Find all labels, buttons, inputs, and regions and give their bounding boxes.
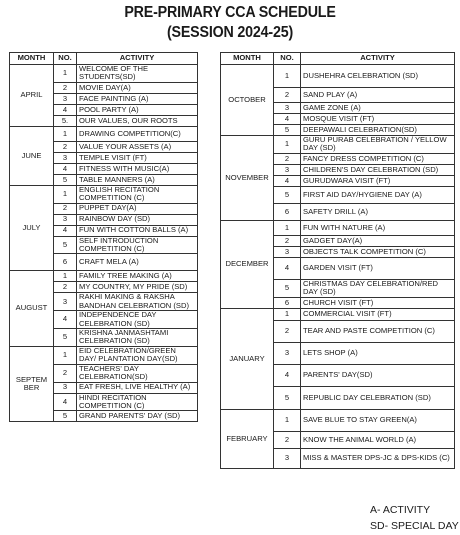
activity-cell: DRAWING COMPETITION(C) (77, 126, 198, 141)
activity-cell: DUSHEHRA CELEBRATION (SD) (301, 65, 455, 88)
number-cell: 2 (54, 364, 77, 382)
month-header: MONTH (10, 53, 54, 65)
schedule-table-right (220, 52, 455, 469)
table-row (221, 409, 455, 431)
number-cell: 5 (54, 329, 77, 347)
month-header: MONTH (221, 53, 274, 65)
table-row (10, 185, 198, 203)
table-row (10, 126, 198, 141)
activity-cell: TEAR AND PASTE COMPETITION (C) (301, 320, 455, 342)
number-cell: 3 (274, 164, 301, 175)
activity-cell: REPUBLIC DAY CELEBRATION (SD) (301, 386, 455, 409)
activity-cell: FANCY DRESS COMPETITION (C) (301, 153, 455, 164)
number-cell: 5 (274, 186, 301, 203)
number-cell: 4 (274, 114, 301, 125)
activity-header: ACTIVITY (77, 53, 198, 65)
activity-cell: FIRST AID DAY/HYGIENE DAY (A) (301, 186, 455, 203)
number-cell: 6 (274, 297, 301, 308)
page-title: PRE-PRIMARY CCA SCHEDULE (124, 4, 336, 21)
activity-cell: MOVIE DAY(A) (77, 82, 198, 93)
header-row (10, 53, 198, 65)
activity-cell: LETS SHOP (A) (301, 342, 455, 364)
number-cell: 1 (54, 271, 77, 282)
activity-cell: OUR VALUES, OUR ROOTS (77, 115, 198, 126)
activity-cell: CRAFT MELA (A) (77, 254, 198, 271)
number-cell: 2 (274, 320, 301, 342)
table-row (10, 271, 198, 282)
number-cell: 2 (54, 203, 77, 214)
activity-cell: GURUDWARA VISIT (FT) (301, 175, 455, 186)
number-cell: 1 (274, 136, 301, 154)
number-cell: 2 (54, 282, 77, 293)
number-cell: 4 (274, 364, 301, 386)
number-cell: 1 (54, 65, 77, 83)
month-cell: SEPTEM BER (10, 346, 54, 421)
activity-cell: SAVE BLUE TO STAY GREEN(A) (301, 409, 455, 431)
activity-cell: SAFETY DRILL (A) (301, 203, 455, 220)
activity-cell: INDEPENDENCE DAY CELEBRATION (SD) (77, 311, 198, 329)
activity-cell: WELCOME OF THE STUDENTS(SD) (77, 65, 198, 83)
activity-cell: TABLE MANNERS (A) (77, 174, 198, 185)
number-cell: 6 (54, 254, 77, 271)
legend-activity: A- ACTIVITY (370, 504, 431, 516)
table-row (221, 65, 455, 88)
activity-cell: MISS & MASTER DPS-JC & DPS-KIDS (C) (301, 448, 455, 468)
activity-cell: FAMILY TREE MAKING (A) (77, 271, 198, 282)
activity-cell: CHILDREN'S DAY CELEBRATION (SD) (301, 164, 455, 175)
month-cell: JULY (10, 185, 54, 271)
no-header: NO. (274, 53, 301, 65)
month-cell: OCTOBER (221, 65, 274, 136)
number-cell: 2 (274, 153, 301, 164)
number-cell: 5 (274, 386, 301, 409)
activity-cell: TEACHERS' DAY CELEBRATION(SD) (77, 364, 198, 382)
number-cell: 4 (54, 393, 77, 411)
activity-cell: EAT FRESH, LIVE HEALTHY (A) (77, 382, 198, 393)
activity-cell: GARDEN VISIT (FT) (301, 257, 455, 279)
number-cell: 3 (274, 342, 301, 364)
number-cell: 3 (54, 93, 77, 104)
number-cell: 4 (274, 257, 301, 279)
table-row (221, 136, 455, 154)
activity-cell: HINDI RECITATION COMPETITION (C) (77, 393, 198, 411)
no-header: NO. (54, 53, 77, 65)
table-row (221, 220, 455, 235)
number-cell: 4 (54, 163, 77, 174)
activity-cell: KNOW THE ANIMAL WORLD (A) (301, 431, 455, 448)
activity-cell: MY COUNTRY, MY PRIDE (SD) (77, 282, 198, 293)
number-cell: 3 (54, 152, 77, 163)
activity-cell: FUN WITH NATURE (A) (301, 220, 455, 235)
month-cell: JUNE (10, 126, 54, 185)
number-cell: 5 (54, 411, 77, 422)
activity-cell: PARENTS' DAY(SD) (301, 364, 455, 386)
number-cell: 5 (274, 279, 301, 297)
number-cell: 5 (274, 125, 301, 136)
number-cell: 1 (54, 185, 77, 203)
activity-cell: GRAND PARENTS' DAY (SD) (77, 411, 198, 422)
number-cell: 4 (54, 311, 77, 329)
table-row (10, 65, 198, 83)
month-cell: APRIL (10, 65, 54, 127)
activity-cell: GADGET DAY(A) (301, 235, 455, 246)
month-cell: NOVEMBER (221, 136, 274, 221)
activity-cell: CHURCH VISIT (FT) (301, 297, 455, 308)
number-cell: 1 (274, 409, 301, 431)
activity-cell: RAKHI MAKING & RAKSHA BANDHAN CELEBRATION (SD) (77, 293, 198, 311)
activity-header: ACTIVITY (301, 53, 455, 65)
number-cell: 2 (274, 235, 301, 246)
activity-cell: PUPPET DAY(A) (77, 203, 198, 214)
activity-cell: RAINBOW DAY (SD) (77, 214, 198, 225)
number-cell: 1 (274, 65, 301, 88)
activity-cell: FUN WITH COTTON BALLS (A) (77, 225, 198, 236)
activity-cell: FACE PAINTING (A) (77, 93, 198, 104)
activity-cell: KRISHNA JANMASHTAMI CELEBRATION (SD) (77, 329, 198, 347)
number-cell: 2 (274, 88, 301, 103)
activity-cell: DEEPAWALI CELEBRATION(SD) (301, 125, 455, 136)
number-cell: 1 (54, 126, 77, 141)
activity-cell: ENGLISH RECITATION COMPETITION (C) (77, 185, 198, 203)
number-cell: 5 (54, 174, 77, 185)
month-cell: JANUARY (221, 308, 274, 409)
activity-cell: OBJECTS TALK COMPETITION (C) (301, 246, 455, 257)
activity-cell: TEMPLE VISIT (FT) (77, 152, 198, 163)
number-cell: 3 (54, 293, 77, 311)
activity-cell: CHRISTMAS DAY CELEBRATION/RED DAY (SD) (301, 279, 455, 297)
number-cell: 3 (274, 246, 301, 257)
month-cell: FEBRUARY (221, 409, 274, 468)
activity-cell: POOL PARTY (A) (77, 104, 198, 115)
number-cell: 3 (274, 448, 301, 468)
number-cell: 6 (274, 203, 301, 220)
session-subtitle: (SESSION 2024-25) (166, 24, 294, 41)
number-cell: 4 (274, 175, 301, 186)
activity-cell: SAND PLAY (A) (301, 88, 455, 103)
activity-cell: COMMERCIAL VISIT (FT) (301, 308, 455, 320)
number-cell: 1 (274, 220, 301, 235)
number-cell: 3 (54, 382, 77, 393)
table-row (10, 346, 198, 364)
number-cell: 4 (54, 225, 77, 236)
number-cell: 3 (274, 103, 301, 114)
table-row (221, 308, 455, 320)
legend-special-day: SD- SPECIAL DAY (370, 520, 459, 532)
number-cell: 2 (54, 141, 77, 152)
number-cell: 2 (54, 82, 77, 93)
schedule-table-left (9, 52, 198, 422)
header-row (221, 53, 455, 65)
activity-cell: GURU PURAB CELEBRATION / YELLOW DAY (SD) (301, 136, 455, 154)
month-cell: DECEMBER (221, 220, 274, 308)
activity-cell: MOSQUE VISIT (FT) (301, 114, 455, 125)
number-cell: 5 (54, 236, 77, 254)
number-cell: 1 (54, 346, 77, 364)
activity-cell: EID CELEBRATION/GREEN DAY/ PLANTATION DAY(SD) (77, 346, 198, 364)
month-cell: AUGUST (10, 271, 54, 346)
number-cell: 1 (274, 308, 301, 320)
number-cell: 5. (54, 115, 77, 126)
activity-cell: GAME ZONE (A) (301, 103, 455, 114)
number-cell: 4 (54, 104, 77, 115)
activity-cell: SELF INTRODUCTION COMPETITION (C) (77, 236, 198, 254)
activity-cell: VALUE YOUR ASSETS (A) (77, 141, 198, 152)
number-cell: 3 (54, 214, 77, 225)
activity-cell: FITNESS WITH MUSIC(A) (77, 163, 198, 174)
number-cell: 2 (274, 431, 301, 448)
